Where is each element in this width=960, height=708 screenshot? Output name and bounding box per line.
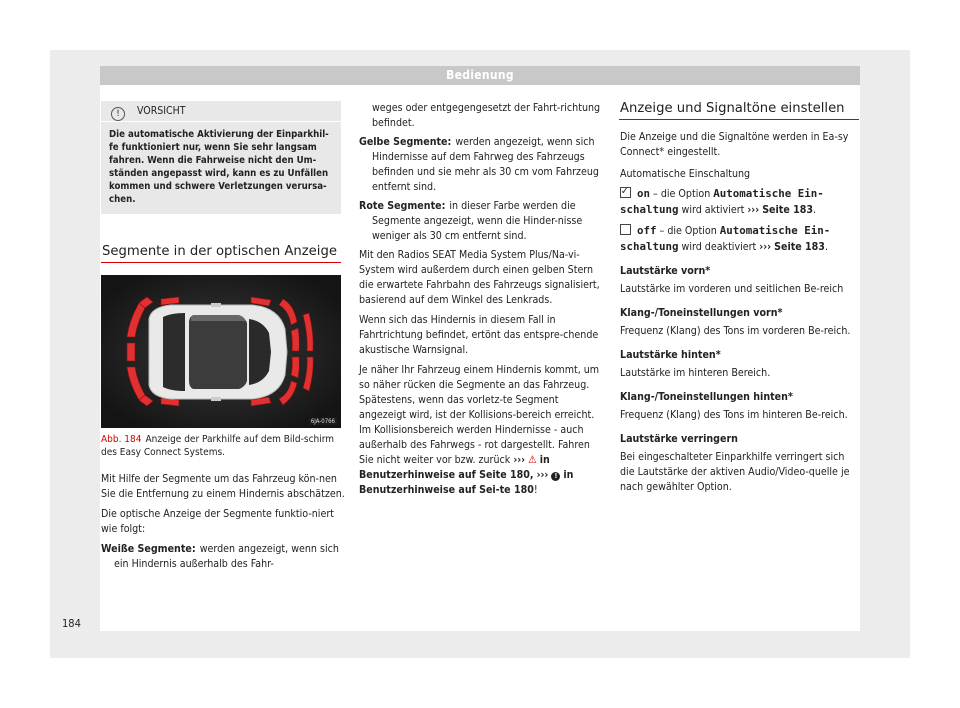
car-segments-illustration [101, 275, 341, 428]
on-dash: – die Option [653, 188, 711, 200]
paragraph-settings-intro: Die Anzeige und die Signaltöne werden in Ea-sy Connect* eingestellt. [620, 131, 849, 158]
on-rest: wird aktiviert [681, 204, 745, 216]
term-yellow-segments [359, 135, 601, 195]
off-rest: wird deaktiviert [681, 241, 757, 253]
term-text-red: in dieser Farbe werden die Segmente angezeigt, wenn die Hinder-nisse weniger als 30 cm entfernt sind. [372, 200, 583, 242]
off-keyword: off [637, 224, 657, 237]
caution-box [101, 101, 341, 214]
auto-activation-title: Automatische Einschaltung [620, 168, 751, 180]
link-page-183-off[interactable]: Seite 183 [774, 241, 825, 253]
figure-code: 6JA-0766 [310, 418, 335, 425]
term-text-yellow: werden angezeigt, wenn sich Hindernisse auf dem Fahrweg des Fahrzeugs befinden und sie mehr als 30 cm vom Fahrzeug entfernt sind. [372, 136, 599, 193]
paragraph-radio-star: Mit den Radios SEAT Media System Plus/Na-vi-System wird außerdem durch einen gelben Stern die erwartete Fahrbahn des Fahrzeugs signalisiert, basierend auf dem Winkel des Lenkrads. [359, 249, 600, 306]
section-title-display-settings: Anzeige und Signaltöne einstellen [620, 101, 845, 116]
caution-text: Die automatische Aktivierung der Einparkhil-fe funktioniert nur, wenn Sie sehr langsam fahren. Wenn die Fahrweise nicht den Um-ständen angepasst wird, kann es zu Unfällen kommen und schwere Verletzungen verursa-chen. [109, 129, 329, 205]
car-top-view [149, 303, 287, 401]
end-mark: ! [533, 484, 538, 496]
tone-rear-title: Klang-/Toneinstellungen hinten* [620, 391, 793, 403]
section-rule-2 [619, 119, 859, 120]
tone-rear-text: Frequenz (Klang) des Tons im hinteren Be-reich. [620, 409, 848, 421]
arrows-on: ››› [747, 204, 760, 216]
figure-caption-text: Anzeige der Parkhilfe auf dem Bild-schirm des Easy Connect Systems. [101, 434, 335, 458]
warning-triangle-icon: ⚠ [528, 454, 537, 466]
column-1-text [101, 472, 345, 576]
on-option-name: Automatische Ein-schaltung [620, 187, 824, 216]
term-white-segments [101, 542, 345, 572]
column-2-text [359, 101, 601, 503]
figure-label: Abb. 184 [101, 434, 142, 445]
caution-title: VORSICHT [137, 105, 186, 117]
page-number: 184 [62, 617, 81, 630]
parking-aid-figure [101, 275, 341, 428]
paragraph-segments-intro: Mit Hilfe der Segmente um das Fahrzeug kön-nen Sie die Entfernung zu einem Hindernis abschätzen. [101, 473, 345, 500]
term-red-segments [359, 199, 601, 244]
column-3-text [620, 130, 860, 500]
section-title-segments: Segmente in der optischen Anzeige [102, 244, 337, 259]
term-label-red: Rote Segmente: [359, 200, 446, 212]
paragraph-display-works: Die optische Anzeige der Segmente funktio-niert wie folgt: [101, 508, 334, 535]
paragraph-acoustic-warning: Wenn sich das Hindernis in diesem Fall in Fahrtrichtung befindet, ertönt das entspre-chende akustische Warnsignal. [359, 314, 599, 356]
info-circle-icon: ! [551, 472, 560, 481]
term-label-white: Weiße Segmente: [101, 543, 196, 555]
reduce-volume-text: Bei eingeschalteter Einparkhilfe verringert sich die Lautstärke der aktiven Audio/Video-quelle je nach gewählter Option. [620, 451, 850, 493]
term-text-white: werden angezeigt, wenn sich ein Hindernis außerhalb des Fahr- [114, 543, 339, 570]
caution-icon: ! [111, 107, 125, 121]
on-keyword: on [637, 187, 651, 200]
link-user-notes-2[interactable]: in Benutzerhinweise auf Sei-te 180 [359, 469, 574, 496]
off-option-name: Automatische Ein-schaltung [620, 224, 831, 253]
volume-rear-title: Lautstärke hinten* [620, 349, 721, 361]
tone-front-text: Frequenz (Klang) des Tons im vorderen Be-reich. [620, 325, 851, 337]
option-on: ✓on – die Option Automatische Ein-schaltung wird aktiviert ››› Seite 183. [620, 186, 860, 218]
reduce-volume-title: Lautstärke verringern [620, 433, 738, 445]
figure-caption [101, 433, 341, 459]
page-header: Bedienung [100, 66, 860, 85]
link-page-183-on[interactable]: Seite 183 [762, 204, 814, 216]
caution-header [101, 101, 341, 122]
volume-front-title: Lautstärke vorn* [620, 265, 711, 277]
section-rule [101, 262, 341, 263]
tone-front-title: Klang-/Toneinstellungen vorn* [620, 307, 783, 319]
term-white-continued: weges oder entgegengesetzt der Fahrt-richtung befindet. [372, 102, 601, 129]
link-user-notes-1[interactable]: in Benutzerhinweise auf Seite 180, [359, 454, 550, 481]
arrows-off: ››› [759, 241, 772, 253]
arrows-2: ››› [536, 469, 549, 481]
off-dash: – die Option [659, 225, 717, 237]
arrows-1: ››› [513, 454, 526, 466]
collision-text: Je näher Ihr Fahrzeug einem Hindernis kommt, um so näher rücken die Segmente an das Fahrzeug. Spätestens, wenn das vorletz-te Segment angezeigt wird, ist der Kollisions-bereich erreicht. Im Kollisionsbereich werden Hindernisse - auch außerhalb des Fahrwegs - rot dargestellt. Fahren Sie nicht weiter vor bzw. zurück [359, 364, 600, 466]
checkbox-checked-icon [620, 187, 631, 198]
volume-rear-text: Lautstärke im hinteren Bereich. [620, 367, 771, 379]
volume-front-text: Lautstärke im vorderen und seitlichen Be-reich [620, 283, 844, 295]
term-label-yellow: Gelbe Segmente: [359, 136, 452, 148]
checkbox-empty-icon [620, 224, 631, 235]
paragraph-collision-area [359, 363, 601, 498]
option-off: off – die Option Automatische Ein-schaltung wird deaktiviert ››› Seite 183. [620, 224, 831, 253]
